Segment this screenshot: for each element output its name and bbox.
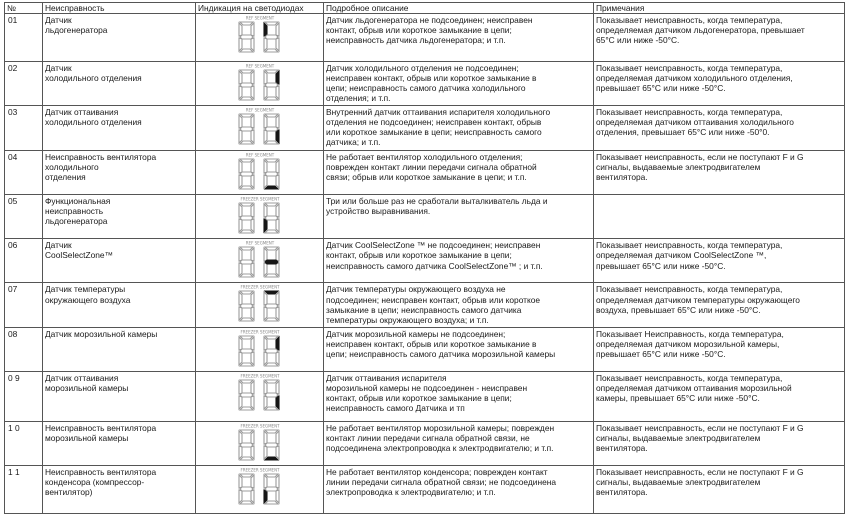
fault-description: Датчик температуры окружающего воздуха не подсоединен; неисправен контакт, обрыв или короткое замыкание в цепи; неисправность самого датчика температуры окружающего воздуха; и т.п.	[324, 283, 594, 327]
segment	[265, 474, 278, 477]
fault-name: Датчик температуры окружающего воздуха	[43, 283, 196, 327]
fault-description: Датчик CoolSelectZone ™ не подсоединен; неисправен контакт, обрыв или короткое замыкание в цепи; неисправность самого датчика CoolSelectZone™ ; и т.п.	[324, 239, 594, 283]
fault-name: Датчик оттаивания холодильного отделения	[43, 106, 196, 151]
segment	[240, 274, 253, 277]
header-number: №	[5, 3, 43, 14]
fault-number: 02	[5, 62, 43, 106]
segment	[264, 475, 267, 488]
segment	[264, 248, 267, 261]
segment	[276, 86, 279, 99]
segment	[265, 83, 278, 87]
seven-segment-display-icon	[230, 240, 290, 280]
segment	[239, 475, 242, 488]
segment	[240, 127, 253, 131]
segment	[251, 381, 254, 394]
segment-caption: REF SEGMENT	[245, 240, 274, 246]
segment	[239, 490, 242, 503]
segment	[251, 396, 254, 409]
segment	[264, 160, 267, 173]
segment	[239, 307, 242, 320]
header-fault: Неисправность	[43, 3, 196, 14]
segment	[265, 230, 278, 233]
segment	[264, 337, 267, 350]
segment	[264, 292, 267, 305]
fault-name: Датчик CoolSelectZone™	[43, 239, 196, 283]
seven-segment-display-icon	[230, 15, 290, 55]
segment	[265, 97, 278, 100]
segment	[239, 446, 242, 459]
fault-description: Внутренний датчик оттаивания испарителя холодильного отделения не подсоединен; неисправен контакт, обрыв или короткое замыкание в цепи; неисправность самого датчика; и т.п.	[324, 106, 594, 151]
lit-segment	[265, 260, 278, 264]
fault-number: 0 9	[5, 371, 43, 421]
fault-name: Неисправность вентилятора холодильного отделения	[43, 151, 196, 195]
segment	[240, 49, 253, 52]
led-display-cell	[196, 151, 324, 195]
segment	[265, 304, 278, 308]
fault-note: Показывает неисправность, когда температура, определяемая датчиком температуры окружающего воздуха, превышает 65°С или ниже -50°С.	[594, 283, 845, 327]
segment-caption: FREEZER SEGMENT	[239, 196, 280, 202]
segment	[265, 114, 278, 117]
seven-segment-display-icon	[230, 107, 290, 147]
fault-name: Неисправность вентилятора конденсора (компрессор- вентилятор)	[43, 465, 196, 513]
segment	[239, 175, 242, 188]
lit-segment	[276, 71, 279, 84]
segment	[239, 130, 242, 143]
segment	[264, 446, 267, 459]
segment	[239, 292, 242, 305]
segment	[251, 490, 254, 503]
segment	[240, 141, 253, 144]
segment	[276, 175, 279, 188]
header-led-display: Индикация на светодиодах	[196, 3, 324, 14]
fault-description: Датчик льдогенератора не подсоединен; неисправен контакт, обрыв или короткое замыкание в цепи; неисправность датчика льдогенератора; и т.п.	[324, 14, 594, 62]
segment	[251, 130, 254, 143]
fault-number: 03	[5, 106, 43, 151]
fault-note: Показывает неисправность, когда температура, определяемая датчиком CoolSelectZone ™, превышает 65°С или ниже -50°С.	[594, 239, 845, 283]
fault-name: Датчик морозильной камеры	[43, 327, 196, 371]
segment	[239, 396, 242, 409]
segment	[265, 407, 278, 410]
segment	[240, 501, 253, 504]
fault-number: 1 0	[5, 421, 43, 465]
lit-segment	[265, 186, 278, 189]
fault-note: Показывает неисправность, когда температура, определяемая датчиком льдогенератора, превышает 65°С или ниже -50°С.	[594, 14, 845, 62]
segment	[251, 248, 254, 261]
table-row	[5, 195, 845, 239]
seven-segment-display-icon	[230, 467, 290, 507]
led-display-cell	[196, 371, 324, 421]
segment	[276, 490, 279, 503]
segment	[239, 23, 242, 36]
header-notes: Примечания	[594, 3, 845, 14]
segment	[251, 219, 254, 232]
segment	[265, 430, 278, 433]
lit-segment	[265, 457, 278, 460]
fault-note: Показывает неисправность, когда температура, определяемая датчиком оттаивания холодильного отделения, превышает 65°С или ниже -50°0.	[594, 106, 845, 151]
fault-name: Датчик оттаивания морозильной камеры	[43, 371, 196, 421]
fault-number: 1 1	[5, 465, 43, 513]
segment	[239, 71, 242, 84]
segment	[265, 141, 278, 144]
segment	[251, 38, 254, 51]
segment	[240, 363, 253, 366]
segment	[239, 431, 242, 444]
fault-name: Неисправность вентилятора морозильной камеры	[43, 421, 196, 465]
segment	[265, 380, 278, 383]
segment	[264, 38, 267, 51]
segment	[276, 307, 279, 320]
fault-note: Показывает неисправность, когда температура, определяемая датчиком холодильного отделения, превышает 65°С или ниже -50°С.	[594, 62, 845, 106]
segment	[240, 349, 253, 353]
segment	[265, 35, 278, 39]
seven-segment-display-icon	[230, 196, 290, 236]
table-row	[5, 371, 845, 421]
segment	[264, 431, 267, 444]
seven-segment-display-icon	[230, 284, 290, 324]
lit-segment	[264, 23, 267, 36]
table-row	[5, 465, 845, 513]
segment	[276, 446, 279, 459]
segment	[239, 204, 242, 217]
header-description: Подробное описание	[324, 3, 594, 14]
segment	[264, 263, 267, 276]
segment	[264, 175, 267, 188]
fault-description: Три или больше раз не сработали выталкиватель льда и устройство выравнивания.	[324, 195, 594, 239]
table-row	[5, 106, 845, 151]
fault-note: Показывает неисправность, если не поступают F и G сигналы, выдаваемые электродвигателем вентилятора.	[594, 465, 845, 513]
lit-segment	[264, 490, 267, 503]
segment	[251, 86, 254, 99]
segment	[240, 230, 253, 233]
table-row	[5, 283, 845, 327]
segment	[240, 474, 253, 477]
lit-segment	[276, 396, 279, 409]
segment	[239, 381, 242, 394]
segment-caption: FREEZER SEGMENT	[239, 373, 280, 379]
segment	[276, 38, 279, 51]
led-display-cell	[196, 62, 324, 106]
led-display-cell	[196, 239, 324, 283]
table-row	[5, 14, 845, 62]
led-display-cell	[196, 283, 324, 327]
segment	[276, 475, 279, 488]
fault-note: Показывает неисправность, если не поступают F и G сигналы, выдаваемые электродвигателем вентилятора.	[594, 151, 845, 195]
segment	[251, 115, 254, 128]
segment	[276, 248, 279, 261]
segment	[276, 352, 279, 365]
fault-number: 05	[5, 195, 43, 239]
segment	[240, 70, 253, 73]
segment	[239, 219, 242, 232]
fault-name: Функциональная неисправность льдогенератора	[43, 195, 196, 239]
segment	[265, 318, 278, 321]
segment	[240, 304, 253, 308]
table-row	[5, 62, 845, 106]
table-row	[5, 151, 845, 195]
segment	[251, 175, 254, 188]
segment	[264, 396, 267, 409]
led-display-cell	[196, 14, 324, 62]
seven-segment-display-icon	[230, 329, 290, 369]
led-display-cell	[196, 106, 324, 151]
segment	[251, 352, 254, 365]
fault-description: Не работает вентилятор конденсора; поврежден контакт линии передачи сигнала обратной связи; не подсоединена электропроводка к электродвигателю; и т.п.	[324, 465, 594, 513]
segment	[240, 97, 253, 100]
segment	[251, 204, 254, 217]
fault-description: Датчик оттаивания испарителя морозильной камеры не подсоединен - неисправен контакт, обрыв или короткое замыкание в цепи; неисправность самого Датчика и тп	[324, 371, 594, 421]
segment	[240, 380, 253, 383]
lit-segment	[265, 291, 278, 294]
segment	[251, 337, 254, 350]
fault-number: 07	[5, 283, 43, 327]
segment	[264, 204, 267, 217]
segment	[265, 501, 278, 504]
segment	[240, 83, 253, 87]
segment	[276, 23, 279, 36]
segment	[239, 337, 242, 350]
segment	[265, 127, 278, 131]
segment	[276, 204, 279, 217]
fault-note: Показывает неисправность, когда температура, определяемая датчиком оттаивания морозильной камеры, превышает 65°С или ниже -50°С.	[594, 371, 845, 421]
segment	[240, 407, 253, 410]
fault-number: 01	[5, 14, 43, 62]
fault-description: Датчик морозильной камеры не подсоединен; неисправен контакт, обрыв или короткое замыкание в цепи; неисправность самого датчика морозильной камеры	[324, 327, 594, 371]
segment	[264, 115, 267, 128]
fault-code-table	[4, 2, 845, 514]
fault-number: 08	[5, 327, 43, 371]
segment	[251, 263, 254, 276]
segment	[240, 443, 253, 447]
segment	[276, 160, 279, 173]
segment	[264, 86, 267, 99]
segment	[276, 431, 279, 444]
segment	[239, 86, 242, 99]
segment	[265, 216, 278, 220]
segment	[264, 130, 267, 143]
segment	[265, 336, 278, 339]
segment	[264, 71, 267, 84]
segment	[239, 248, 242, 261]
segment	[265, 203, 278, 206]
segment-caption: FREEZER SEGMENT	[239, 467, 280, 473]
segment	[240, 260, 253, 264]
segment	[265, 393, 278, 397]
segment	[240, 172, 253, 176]
fault-name: Датчик льдогенератора	[43, 14, 196, 62]
segment	[264, 381, 267, 394]
segment	[265, 247, 278, 250]
segment-caption: FREEZER SEGMENT	[239, 329, 280, 335]
fault-description: Не работает вентилятор морозильной камеры; поврежден контакт линии передачи сигнала обратной связи, не подсоединена электропроводка к электродвигателю; и т.п.	[324, 421, 594, 465]
fault-note: Показывает Неисправность, когда температура, определяемая датчиком морозильной камеры, превышает 65°С или ниже -50°С.	[594, 327, 845, 371]
segment	[265, 49, 278, 52]
segment-caption: REF SEGMENT	[245, 152, 274, 158]
segment-caption: FREEZER SEGMENT	[239, 284, 280, 290]
fault-number: 06	[5, 239, 43, 283]
seven-segment-display-icon	[230, 423, 290, 463]
segment	[240, 318, 253, 321]
segment	[240, 159, 253, 162]
segment	[251, 292, 254, 305]
segment	[240, 457, 253, 460]
segment-caption: REF SEGMENT	[245, 15, 274, 21]
segment	[265, 274, 278, 277]
segment-caption: FREEZER SEGMENT	[239, 423, 280, 429]
segment	[265, 487, 278, 491]
segment	[251, 431, 254, 444]
segment	[251, 71, 254, 84]
segment	[264, 307, 267, 320]
lit-segment	[276, 130, 279, 143]
led-display-cell	[196, 465, 324, 513]
segment	[239, 38, 242, 51]
segment	[265, 22, 278, 25]
segment	[240, 114, 253, 117]
seven-segment-display-icon	[230, 373, 290, 413]
segment	[239, 352, 242, 365]
segment	[240, 247, 253, 250]
led-display-cell	[196, 327, 324, 371]
lit-segment	[264, 219, 267, 232]
table-row	[5, 421, 845, 465]
fault-number: 04	[5, 151, 43, 195]
segment	[251, 160, 254, 173]
fault-name: Датчик холодильного отделения	[43, 62, 196, 106]
segment	[251, 307, 254, 320]
segment	[240, 393, 253, 397]
seven-segment-display-icon	[230, 63, 290, 103]
segment	[265, 172, 278, 176]
fault-note	[594, 195, 845, 239]
segment	[265, 349, 278, 353]
fault-description: Не работает вентилятор холодильного отделения; поврежден контакт линии передачи сигнала обратной связи; обрыв или короткое замыкание в цепи; и т.п.	[324, 151, 594, 195]
segment	[276, 263, 279, 276]
led-display-cell	[196, 195, 324, 239]
fault-note: Показывает неисправность, если не поступают F и G сигналы, выдаваемые электродвигателем вентилятора.	[594, 421, 845, 465]
segment	[251, 446, 254, 459]
segment	[240, 291, 253, 294]
segment	[265, 70, 278, 73]
segment	[276, 292, 279, 305]
segment	[240, 203, 253, 206]
segment	[239, 115, 242, 128]
led-display-cell	[196, 421, 324, 465]
segment	[276, 115, 279, 128]
segment	[265, 443, 278, 447]
segment	[251, 23, 254, 36]
segment	[240, 216, 253, 220]
segment-caption: REF SEGMENT	[245, 107, 274, 113]
segment	[240, 35, 253, 39]
segment	[265, 159, 278, 162]
table-row	[5, 327, 845, 371]
table-header-row	[5, 3, 845, 14]
fault-description: Датчик холодильного отделения не подсоединен; неисправен контакт, обрыв или короткое замыкание в цепи; неисправность самого датчика холодильного отделения; и т.п.	[324, 62, 594, 106]
segment	[265, 363, 278, 366]
segment-caption: REF SEGMENT	[245, 63, 274, 69]
segment	[251, 475, 254, 488]
segment	[276, 381, 279, 394]
segment	[264, 352, 267, 365]
table-row	[5, 239, 845, 283]
segment	[240, 22, 253, 25]
segment	[239, 160, 242, 173]
seven-segment-display-icon	[230, 152, 290, 192]
segment	[240, 336, 253, 339]
lit-segment	[276, 337, 279, 350]
segment	[240, 487, 253, 491]
segment	[239, 263, 242, 276]
segment	[240, 430, 253, 433]
segment	[240, 186, 253, 189]
segment	[276, 219, 279, 232]
